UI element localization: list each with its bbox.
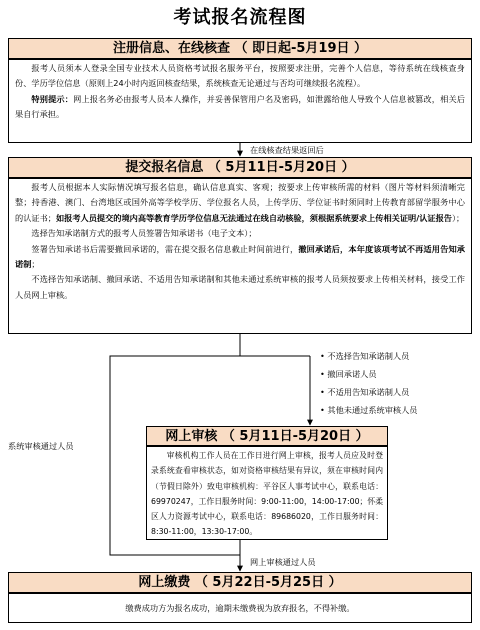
step2-p1c: ）； [451,212,465,223]
step1-header: 注册信息、在线核查 （ 即日起-5月19日 ） [8,38,472,59]
step2-p1a: 报考人员根据本人实际情况填写报名信息，确认信息真实、客观；按要求上传审核所需的材料（图片等材料须清晰完整；持香港、澳门、台湾地区或国外高等学校学历、学位报名人员，上传学历、学位证书时须同时上传教育部留学服务中心的认证书； [15,182,465,223]
step4-text: 缴费成功方为报名成功，逾期未缴费视为放弃报名，不得补缴。 [125,603,355,613]
step2-paragraph-commitment: 选择告知承诺制方式的报考人员签署告知承诺书（电子文本）； [31,228,257,239]
step1-paragraph: 报考人员须本人登录全国专业技术人员资格考试报名服务平台，按照要求注册，完善个人信息，等待系统在线核查身份、学历学位信息（原则上24小时内返回核查结果，系统核查无论通过与否均可继续报名流程）。 [15,63,465,89]
branch-item: • 不适用告知承诺制人员 [320,387,410,397]
step2-p3b: 撤回承诺后，本年度该项考试不再适用告知承诺制 [15,243,465,270]
step2-p1b: 如报考人员提交的境内高等教育学历学位信息无法通过在线自动核验，须根据系统要求上传相关证明/认证报告 [55,212,452,223]
branch-item: • 不选择告知承诺制人员 [320,351,410,361]
tip-label: 特别提示： [31,93,74,104]
arrow1-label: 在线核查结果返回后 [250,145,324,155]
step2-paragraph-manual-review: 不选择告知承诺制、撤回承诺、不适用告知承诺制和其他未通过系统审核的报考人员须按要求上传相关材料，接受工作人员网上审核。 [15,274,465,300]
connector-left-path [110,356,240,555]
step2-header: 提交报名信息 （ 5月11日-5月20日 ） [8,157,472,178]
branch-item: • 其他未通过系统审核人员 [320,405,418,415]
left-branch-label: 系统审核通过人员 [8,441,74,451]
tip-text: 网上报名务必由报考人员本人操作，并妥善保管用户名及密码，如泄露给他人导致个人信息被篡改，相关后果自行承担。 [15,93,465,120]
step2-p3c: ； [31,259,40,270]
step3-header: 网上审核 （ 5月11日-5月20日 ） [146,426,388,446]
step2-p3a: 签署告知承诺书后需要撤回承诺的，需在提交报名信息截止时间前进行， [31,243,299,254]
step3-paragraph: 审核机构工作人员在工作日进行网上审核，报考人员应及时登录系统查看审核状态，如对资格审核结果有异议，须在审核时间内（节假日除外）致电审核机构：平谷区人事考试中心，联系电话：69970247，工作日服务时间：9:00-11:00，14:00-17:00；怀柔区人力资源考试中心，联系电话：89686020，工作日服务时间：8:30-11:00，13:30-17:00。 [151,451,383,537]
arrow3-label: 网上审核通过人员 [250,557,316,567]
branch-item: • 撤回承诺人员 [320,369,377,379]
page-title: 考试报名流程图 [173,7,307,28]
step4-header: 网上缴费 （ 5月22日-5月25日 ） [8,572,472,593]
